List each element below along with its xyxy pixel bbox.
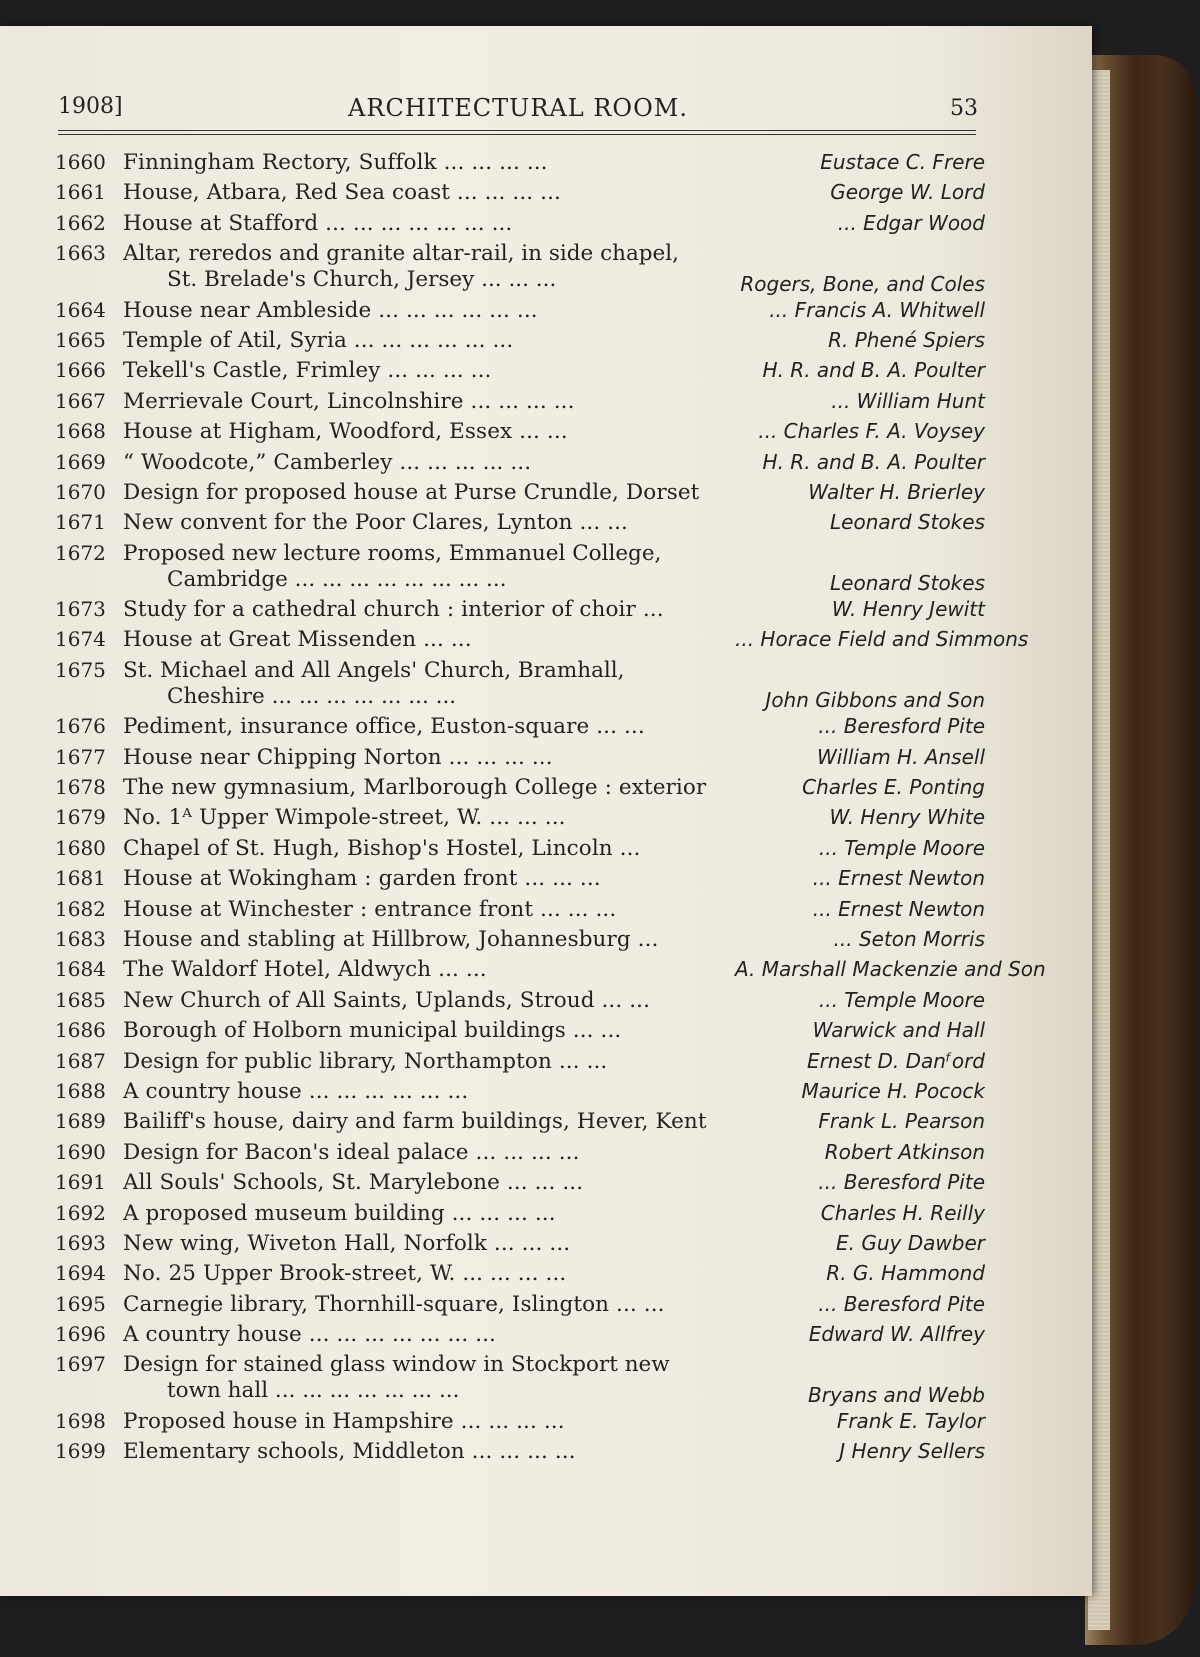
- architect-name: ... Beresford Pite: [818, 714, 985, 739]
- exhibit-number: 1685: [55, 987, 106, 1012]
- list-item: [55, 241, 985, 297]
- exhibit-title-line2: town hall ... ... ... ... ... ... ...: [167, 1378, 460, 1404]
- exhibit-title: House and stabling at Hillbrow, Johannesburg ...: [123, 926, 659, 952]
- architect-name: Frank E. Taylor: [836, 1408, 985, 1433]
- list-item: [55, 897, 985, 927]
- exhibit-number: 1697: [55, 1352, 106, 1377]
- exhibit-number: 1693: [55, 1230, 106, 1255]
- architect-name: Robert Atkinson: [824, 1139, 985, 1164]
- exhibit-title: No. 1ᴬ Upper Wimpole-street, W. ... ... ...: [123, 805, 566, 831]
- exhibit-number: 1683: [55, 926, 106, 951]
- list-item: [55, 419, 985, 449]
- exhibit-number: 1663: [55, 241, 106, 266]
- header-rule: [58, 130, 976, 131]
- architect-name: ... Seton Morris: [833, 926, 985, 951]
- exhibit-number: 1684: [55, 957, 106, 982]
- architect-name: ... Ernest Newton: [812, 866, 985, 891]
- exhibit-title: House near Chipping Norton ... ... ... ...: [123, 744, 553, 770]
- exhibit-number: 1681: [55, 866, 106, 891]
- exhibit-title: The new gymnasium, Marlborough College : exterior: [123, 775, 707, 801]
- list-item: [55, 1352, 985, 1408]
- exhibit-title: Pediment, insurance office, Euston-square ... ...: [123, 714, 645, 740]
- exhibit-number: 1672: [55, 540, 106, 565]
- list-item: [55, 775, 985, 805]
- list-item: [55, 745, 985, 775]
- architect-name: ... Horace Field and Simmons: [735, 627, 1029, 652]
- list-item: [55, 211, 985, 241]
- architect-name: Walter H. Brierley: [808, 479, 985, 504]
- architect-name: H. R. and B. A. Poulter: [762, 449, 985, 474]
- header-rule-secondary: [58, 134, 976, 135]
- page-number: 53: [950, 96, 978, 121]
- list-item: [55, 988, 985, 1018]
- exhibit-title: New Church of All Saints, Uplands, Stroud ... ...: [123, 987, 651, 1013]
- page-header: [58, 94, 978, 124]
- exhibit-number: 1674: [55, 627, 106, 652]
- architect-name: Charles H. Reilly: [820, 1200, 985, 1225]
- architect-name: W. Henry White: [829, 805, 985, 830]
- architect-name: William H. Ansell: [816, 744, 985, 769]
- architect-name: Charles E. Ponting: [802, 775, 985, 800]
- exhibit-title-line2: St. Brelade's Church, Jersey ... ... ...: [167, 267, 557, 293]
- exhibit-number: 1676: [55, 714, 106, 739]
- exhibit-number: 1689: [55, 1109, 106, 1134]
- architect-name: ... Temple Moore: [818, 835, 985, 860]
- architect-name: ... Beresford Pite: [818, 1291, 985, 1316]
- architect-name: Warwick and Hall: [812, 1018, 985, 1043]
- list-item: [55, 1170, 985, 1200]
- exhibit-title: A country house ... ... ... ... ... ...: [123, 1078, 469, 1104]
- exhibit-number: 1694: [55, 1261, 106, 1286]
- exhibit-title: New wing, Wiveton Hall, Norfolk ... ... ...: [123, 1230, 571, 1256]
- exhibit-number: 1692: [55, 1200, 106, 1225]
- exhibit-title: Borough of Holborn municipal buildings ... ...: [123, 1018, 622, 1044]
- exhibit-title: Tekell's Castle, Frimley ... ... ... ...: [123, 358, 492, 384]
- exhibit-number: 1669: [55, 449, 106, 474]
- list-item: [55, 480, 985, 510]
- architect-name: R. Phené Spiers: [828, 327, 985, 352]
- exhibit-number: 1661: [55, 180, 106, 205]
- architect-name: Rogers, Bone, and Coles: [740, 271, 985, 296]
- exhibit-title: Bailiff's house, dairy and farm buildings, Hever, Kent: [123, 1109, 707, 1135]
- list-item: [55, 1261, 985, 1291]
- architect-name: ... Edgar Wood: [837, 210, 985, 235]
- exhibit-number: 1687: [55, 1048, 106, 1073]
- exhibit-title-line2: Cambridge ... ... ... ... ... ... ... ...: [167, 566, 507, 592]
- list-item: [55, 658, 985, 714]
- exhibit-title-line1: Altar, reredos and granite altar-rail, in side chapel,: [123, 241, 679, 267]
- exhibit-title-line1: Design for stained glass window in Stockport new: [123, 1352, 670, 1378]
- list-item: [55, 836, 985, 866]
- exhibit-title: House at Great Missenden ... ...: [123, 627, 472, 653]
- list-item: [55, 1409, 985, 1439]
- exhibit-title: House at Stafford ... ... ... ... ... ... ...: [123, 210, 513, 236]
- list-item: [55, 957, 1046, 987]
- exhibit-number: 1662: [55, 210, 106, 235]
- list-item: [55, 328, 985, 358]
- architect-name: ... Francis A. Whitwell: [769, 297, 985, 322]
- list-item: [55, 1201, 985, 1231]
- exhibit-number: 1690: [55, 1139, 106, 1164]
- architect-name: ... Beresford Pite: [818, 1170, 985, 1195]
- architect-name: ... William Hunt: [831, 388, 985, 413]
- list-item: [55, 1140, 985, 1170]
- exhibit-title: Proposed house in Hampshire ... ... ... ...: [123, 1408, 565, 1434]
- exhibit-title: [123, 241, 735, 293]
- list-item: [55, 1322, 985, 1352]
- exhibit-number: 1696: [55, 1322, 106, 1347]
- architect-name: A. Marshall Mackenzie and Son: [735, 957, 1046, 982]
- exhibit-number: 1688: [55, 1078, 106, 1103]
- exhibit-number: 1660: [55, 150, 106, 174]
- exhibit-number: 1678: [55, 775, 106, 800]
- exhibit-title: “ Woodcote,” Camberley ... ... ... ... ...: [123, 449, 532, 475]
- architect-name: John Gibbons and Son: [765, 688, 985, 713]
- list-item: [55, 1292, 985, 1322]
- exhibit-title: A country house ... ... ... ... ... ... ...: [123, 1322, 496, 1348]
- exhibit-title: New convent for the Poor Clares, Lynton ... ...: [123, 510, 628, 536]
- list-item: [55, 1231, 985, 1261]
- exhibit-title: House at Wokingham : garden front ... ... ...: [123, 866, 601, 892]
- list-item: [55, 1109, 985, 1139]
- exhibit-number: 1665: [55, 327, 106, 352]
- list-item: [55, 627, 1029, 657]
- list-item: [55, 450, 985, 480]
- exhibit-number: 1686: [55, 1018, 106, 1043]
- header-title: ARCHITECTURAL ROOM.: [348, 94, 688, 122]
- architect-name: Bryans and Webb: [808, 1382, 985, 1407]
- exhibit-number: 1673: [55, 597, 106, 622]
- list-item: [55, 541, 985, 597]
- exhibit-title: Design for proposed house at Purse Crundle, Dorset: [123, 479, 700, 505]
- exhibit-number: 1667: [55, 388, 106, 413]
- architect-name: J Henry Sellers: [839, 1439, 985, 1464]
- exhibit-number: 1680: [55, 835, 106, 860]
- architect-name: Leonard Stokes: [830, 571, 985, 596]
- exhibit-number: 1677: [55, 744, 106, 769]
- exhibit-title: House at Winchester : entrance front ... ... ...: [123, 896, 617, 922]
- exhibit-title: House near Ambleside ... ... ... ... ... ...: [123, 297, 538, 323]
- exhibit-number: 1691: [55, 1170, 106, 1195]
- list-item: [55, 180, 985, 210]
- list-item: [55, 1049, 985, 1079]
- exhibit-title: Merrievale Court, Lincolnshire ... ... ... ...: [123, 388, 575, 414]
- exhibit-number: 1666: [55, 358, 106, 383]
- exhibit-number: 1698: [55, 1408, 106, 1433]
- architect-name: Maurice H. Pocock: [801, 1078, 985, 1103]
- exhibit-title: [123, 1352, 735, 1404]
- exhibit-title: House, Atbara, Red Sea coast ... ... ... ...: [123, 180, 561, 206]
- architect-name: R. G. Hammond: [826, 1261, 985, 1286]
- list-item: [55, 510, 985, 540]
- exhibit-title: Elementary schools, Middleton ... ... ... ...: [123, 1439, 576, 1465]
- exhibit-number: 1668: [55, 419, 106, 444]
- exhibit-title-line1: Proposed new lecture rooms, Emmanuel College,: [123, 540, 662, 566]
- exhibit-title: Finningham Rectory, Suffolk ... ... ... ...: [123, 150, 548, 175]
- list-item: [55, 927, 985, 957]
- architect-name: ... Charles F. A. Voysey: [758, 419, 985, 444]
- exhibit-title-line1: St. Michael and All Angels' Church, Bramhall,: [123, 657, 625, 683]
- exhibit-number: 1695: [55, 1291, 106, 1316]
- architect-name: ... Ernest Newton: [812, 896, 985, 921]
- exhibit-title: [123, 541, 735, 593]
- exhibit-title: All Souls' Schools, St. Marylebone ... ... ...: [123, 1170, 584, 1196]
- book-page: [0, 26, 1092, 1596]
- list-item: [55, 358, 985, 388]
- exhibit-title: Temple of Atil, Syria ... ... ... ... ... ...: [123, 327, 514, 353]
- list-item: [55, 389, 985, 419]
- exhibit-number: 1679: [55, 805, 106, 830]
- exhibit-title: [123, 658, 735, 710]
- header-year: 1908]: [58, 94, 123, 119]
- exhibit-number: 1682: [55, 896, 106, 921]
- list-item: [55, 714, 985, 744]
- architect-name: Ernest D. Danᶠord: [807, 1048, 985, 1073]
- exhibit-title: Design for public library, Northampton ... ...: [123, 1048, 608, 1074]
- exhibit-number: 1664: [55, 297, 106, 322]
- exhibit-title: Carnegie library, Thornhill-square, Islington ... ...: [123, 1291, 665, 1317]
- exhibit-title: A proposed museum building ... ... ... ...: [123, 1200, 556, 1226]
- exhibit-list: [55, 150, 1046, 1470]
- exhibit-title: No. 25 Upper Brook-street, W. ... ... ... ...: [123, 1261, 567, 1287]
- architect-name: Frank L. Pearson: [818, 1109, 985, 1134]
- exhibit-title: The Waldorf Hotel, Aldwych ... ...: [123, 957, 487, 983]
- exhibit-title-line2: Cheshire ... ... ... ... ... ... ...: [167, 683, 457, 709]
- architect-name: H. R. and B. A. Poulter: [762, 358, 985, 383]
- list-item: [55, 298, 985, 328]
- list-item: [55, 1439, 985, 1469]
- exhibit-title: Study for a cathedral church : interior of choir ...: [123, 597, 664, 623]
- exhibit-title: Chapel of St. Hugh, Bishop's Hostel, Lincoln ...: [123, 835, 641, 861]
- exhibit-number: 1671: [55, 510, 106, 535]
- architect-name: E. Guy Dawber: [836, 1230, 985, 1255]
- exhibit-number: 1675: [55, 657, 106, 682]
- exhibit-title: House at Higham, Woodford, Essex ... ...: [123, 419, 568, 445]
- list-item: [55, 1079, 985, 1109]
- list-item: [55, 866, 985, 896]
- architect-name: Edward W. Allfrey: [808, 1322, 985, 1347]
- exhibit-number: 1670: [55, 479, 106, 504]
- architect-name: ... Temple Moore: [818, 987, 985, 1012]
- architect-name: Leonard Stokes: [830, 510, 985, 535]
- list-item: [55, 597, 985, 627]
- exhibit-number: 1699: [55, 1439, 106, 1464]
- list-item: [55, 805, 985, 835]
- list-item: [55, 150, 985, 180]
- architect-name: Eustace C. Frere: [820, 150, 985, 174]
- exhibit-title: Design for Bacon's ideal palace ... ... ... ...: [123, 1139, 580, 1165]
- list-item: [55, 1018, 985, 1048]
- architect-name: W. Henry Jewitt: [831, 597, 985, 622]
- architect-name: George W. Lord: [830, 180, 985, 205]
